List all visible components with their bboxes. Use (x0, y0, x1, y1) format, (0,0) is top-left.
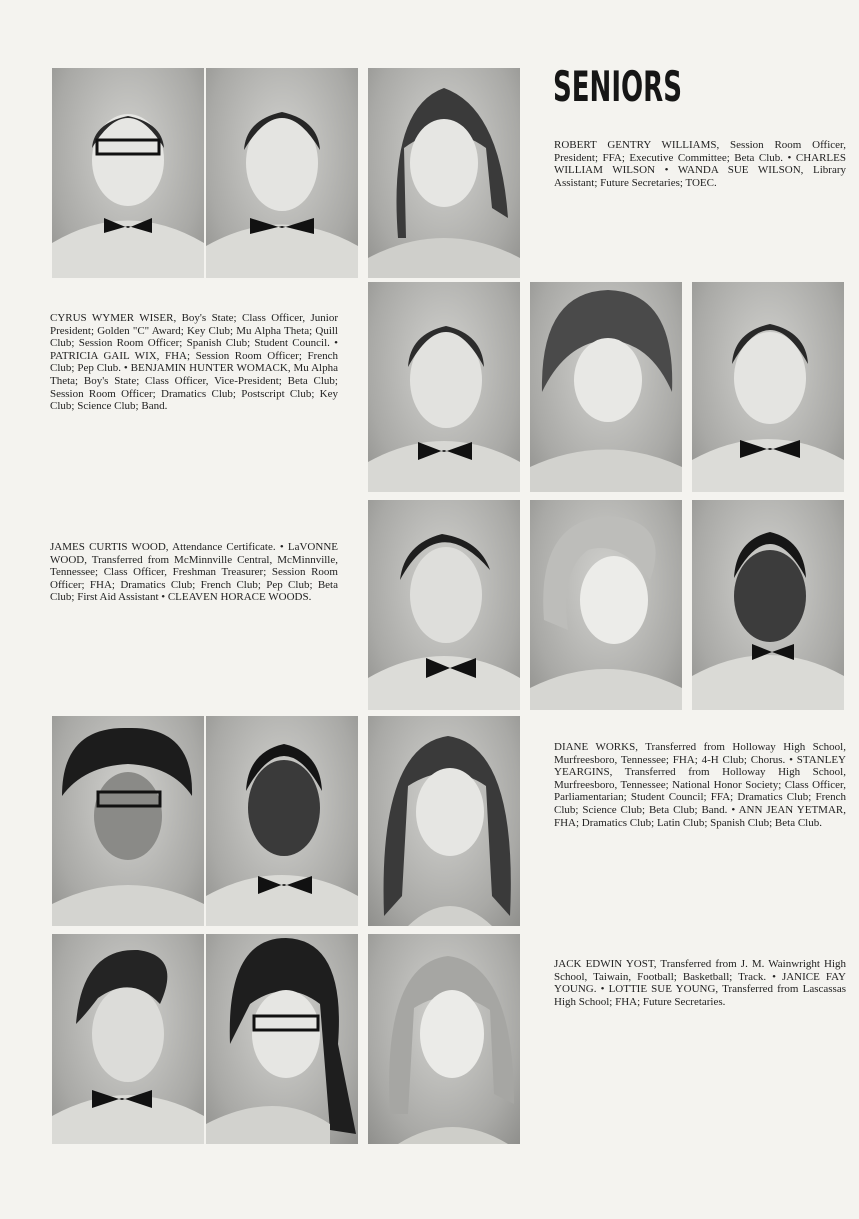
portrait-photo (530, 282, 682, 492)
caption-row-3: JAMES CURTIS WOOD, Attendance Certificate. • LaVONNE WOOD, Transferred from McMinnville Central, McMinnville, Tennessee; Class Officer, Freshman Treasurer; Session Room Officer; FHA; Dramatics Club; French Club; Pep Club; Beta Club; First Aid Assistant • CLEAVEN HORACE WOODS. (50, 541, 338, 604)
portrait-photo (52, 716, 204, 926)
caption-row-1: ROBERT GENTRY WILLIAMS, Session Room Officer, President; FFA; Executive Committee; Beta Club. • CHARLES WILLIAM WILSON • WANDA SUE WILSON, Library Assistant; Future Secretaries; TOEC. (554, 139, 846, 189)
portrait-photo (368, 716, 520, 926)
caption-row-4: DIANE WORKS, Transferred from Holloway High School, Murfreesboro, Tennessee; FHA; 4-H Club; Chorus. • STANLEY YEARGINS, Transferred from Holloway High School, Murfreesboro, Tennessee; National Honor Society; Class Officer, Parliamentarian; Student Council; FFA; Dramatics Club; French Club; Science Club; Beta Club; Band. • ANN JEAN YETMAR, FHA; Dramatics Club; Latin Club; Spanish Club; Beta Club. (554, 741, 846, 829)
portrait-photo (368, 500, 520, 710)
portrait-photo (52, 934, 204, 1144)
portrait-photo (368, 68, 520, 278)
portrait-photo (692, 500, 844, 710)
portrait-photo (206, 68, 358, 278)
portrait-photo (692, 282, 844, 492)
portrait-photo (368, 282, 520, 492)
portrait-photo (206, 716, 358, 926)
portrait-photo (206, 934, 358, 1144)
caption-row-2: CYRUS WYMER WISER, Boy's State; Class Officer, Junior President; Golden "C" Award; Key Club; Mu Alpha Theta; Quill Club; Session Room Officer; Spanish Club; Student Council. • PATRICIA GAIL WIX, FHA; Session Room Officer; French Club; Pep Club. • BENJAMIN HUNTER WOMACK, Mu Alpha Theta; Boy's State; Class Officer, Vice-President; Beta Club; Session Room Officer; Dramatics Club; Postscript Club; Key Club; Science Club; Band. (50, 312, 338, 413)
portrait-photo (530, 500, 682, 710)
caption-row-5: JACK EDWIN YOST, Transferred from J. M. Wainwright High School, Taiwain, Football; Basketball; Track. • JANICE FAY YOUNG. • LOTTIE SUE YOUNG, Transferred from Lascassas High School; FHA; Future Secretaries. (554, 958, 846, 1008)
portrait-photo (52, 68, 204, 278)
page-title: SENIORS (553, 62, 682, 111)
portrait-photo (368, 934, 520, 1144)
